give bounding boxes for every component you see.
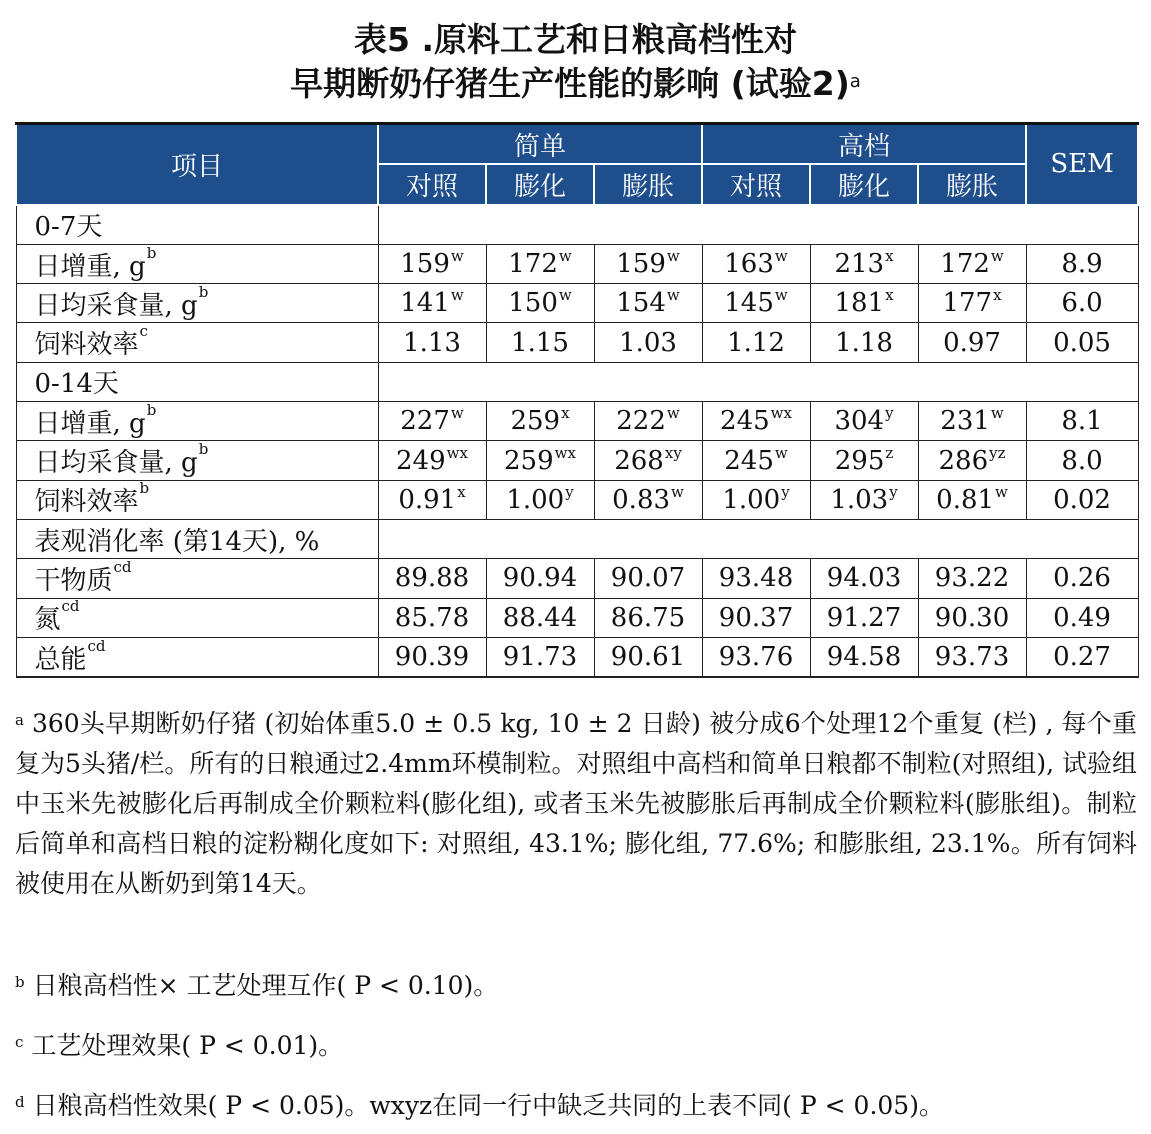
cell-value: 0.97 [943, 327, 1001, 358]
value-cell [810, 323, 918, 362]
cell-superscript: x [993, 286, 1002, 305]
cell-value: 88.44 [502, 602, 578, 633]
row-label-footnote: b [139, 480, 150, 498]
table-header [16, 124, 1138, 205]
cell-superscript: y [885, 404, 894, 423]
cell-superscript: y [565, 482, 574, 501]
table-row [16, 480, 1138, 519]
cell-value: 172 [508, 249, 558, 280]
footnote-b-mark: b [15, 973, 25, 991]
table-row [16, 637, 1138, 677]
header-sub-extruded: 膨化 [810, 164, 918, 204]
value-cell [486, 559, 594, 598]
cell-value: 90.39 [394, 642, 470, 672]
cell-superscript: w [666, 247, 680, 266]
value-cell [702, 441, 810, 480]
cell-value: 163 [724, 249, 774, 280]
cell-superscript: w [995, 482, 1008, 501]
row-label-text: 日增重, g [34, 408, 146, 439]
row-label [16, 480, 378, 519]
table-row [16, 598, 1138, 637]
footnote-d [15, 1086, 944, 1126]
value-cell [702, 323, 810, 362]
header-item: 项目 [16, 124, 378, 205]
value-cell [486, 244, 594, 283]
cell-value: 249 [396, 445, 446, 476]
table-row [16, 402, 1138, 441]
value-cell [918, 402, 1026, 441]
cell-superscript: w [558, 286, 572, 305]
row-label-text: 干物质 [34, 565, 113, 596]
value-cell [594, 559, 702, 598]
cell-superscript: y [781, 482, 790, 501]
cell-value: 86.75 [610, 602, 686, 633]
sem-cell: 0.49 [1026, 598, 1138, 637]
cell-value: 0.83 [612, 484, 671, 515]
cell-value: 94.58 [826, 642, 902, 672]
section-row [16, 362, 1138, 401]
cell-value: 1.13 [403, 327, 461, 358]
cell-value: 90.30 [934, 602, 1010, 633]
value-cell [918, 323, 1026, 362]
row-label [16, 244, 378, 283]
cell-value: 91.27 [826, 602, 902, 633]
sem-cell: 6.0 [1026, 284, 1138, 323]
cell-value: 1.03 [619, 327, 677, 358]
sem-cell: 8.0 [1026, 441, 1138, 480]
cell-value: 90.94 [502, 563, 578, 594]
value-cell [594, 480, 702, 519]
row-label-text: 氮 [34, 605, 61, 636]
cell-value: 1.18 [835, 327, 893, 358]
footnote-c [15, 1026, 343, 1066]
footnote-a [15, 704, 1137, 904]
footnote-b [15, 966, 498, 1006]
value-cell [810, 284, 918, 323]
value-cell [810, 244, 918, 283]
cell-value: 150 [508, 288, 558, 319]
cell-value: 91.73 [502, 642, 578, 672]
cell-value: 154 [616, 288, 666, 319]
value-cell [918, 284, 1026, 323]
header-sem: SEM [1026, 124, 1138, 205]
value-cell [486, 598, 594, 637]
value-cell [486, 637, 594, 677]
cell-value: 94.03 [826, 563, 902, 594]
sem-cell: 0.27 [1026, 637, 1138, 677]
value-cell [702, 244, 810, 283]
value-cell [594, 244, 702, 283]
cell-value: 90.07 [610, 563, 686, 594]
footnote-d-mark: d [15, 1093, 25, 1111]
header-sub-expanded: 膨胀 [594, 164, 702, 204]
row-label-footnote: cd [87, 637, 106, 655]
value-cell [594, 637, 702, 677]
row-label [16, 402, 378, 441]
title-line2-text: 早期断奶仔猪生产性能的影响 (试验2) [290, 64, 850, 103]
cell-value: 245 [724, 445, 774, 476]
cell-superscript: wx [770, 404, 792, 423]
row-label-text: 饲料效率 [34, 330, 139, 361]
value-cell [810, 402, 918, 441]
cell-value: 90.37 [718, 602, 794, 633]
value-cell [918, 480, 1026, 519]
cell-value: 295 [834, 445, 885, 476]
row-label [16, 441, 378, 480]
value-cell [918, 598, 1026, 637]
sem-cell: 0.02 [1026, 480, 1138, 519]
table-row [16, 244, 1138, 283]
value-cell [378, 323, 486, 362]
cell-superscript: x [561, 404, 570, 423]
value-cell [918, 559, 1026, 598]
row-label-text: 日均采食量, g [34, 448, 198, 479]
cell-superscript: x [885, 286, 894, 305]
value-cell [378, 598, 486, 637]
value-cell [810, 480, 918, 519]
cell-superscript: x [457, 482, 466, 501]
row-label [16, 323, 378, 362]
cell-superscript: w [990, 247, 1004, 266]
sem-cell: 8.9 [1026, 244, 1138, 283]
cell-value: 213 [834, 249, 885, 280]
row-label-text: 日增重, g [34, 251, 146, 282]
value-cell [918, 637, 1026, 677]
value-cell [486, 402, 594, 441]
cell-value: 89.88 [394, 563, 470, 594]
sem-cell: 0.05 [1026, 323, 1138, 362]
row-label-footnote: b [198, 440, 209, 459]
row-label-footnote: b [146, 244, 157, 262]
header-sub-control: 对照 [378, 164, 486, 204]
cell-superscript: yz [989, 443, 1006, 462]
footnotes [15, 704, 1137, 1120]
section-label: 表观消化率 (第14天), % [16, 519, 378, 558]
value-cell [810, 637, 918, 677]
value-cell [918, 244, 1026, 283]
value-cell [594, 402, 702, 441]
value-cell [594, 441, 702, 480]
value-cell [810, 598, 918, 637]
value-cell [378, 480, 486, 519]
cell-value: 85.78 [394, 602, 470, 633]
cell-value: 159 [616, 249, 666, 280]
sem-cell: 8.1 [1026, 402, 1138, 441]
footnote-d-text: 日粮高档性效果( P < 0.05)。wxyz在同一行中缺乏共同的上表不同( P < 0.05)。 [32, 1091, 944, 1120]
cell-superscript: w [450, 247, 464, 266]
value-cell [702, 480, 810, 519]
cell-superscript: w [450, 286, 464, 305]
cell-superscript: w [990, 404, 1004, 423]
table-row [16, 284, 1138, 323]
cell-value: 93.76 [718, 642, 794, 672]
table-body [16, 205, 1138, 678]
value-cell [486, 323, 594, 362]
value-cell [594, 323, 702, 362]
table-row [16, 559, 1138, 598]
section-spacer [378, 205, 1138, 245]
cell-value: 1.12 [727, 327, 785, 358]
section-spacer [378, 519, 1138, 558]
row-label-text: 日均采食量, g [34, 290, 198, 321]
value-cell [918, 441, 1026, 480]
cell-superscript: w [666, 286, 680, 305]
cell-value: 0.81 [936, 484, 995, 515]
header-sub-extruded: 膨化 [486, 164, 594, 204]
row-label-footnote: b [198, 283, 209, 301]
row-label [16, 598, 378, 637]
cell-value: 0.91 [398, 484, 457, 515]
cell-value: 268 [614, 445, 664, 476]
cell-superscript: x [885, 247, 894, 266]
section-label: 0-14天 [16, 362, 378, 401]
cell-superscript: w [450, 404, 464, 423]
results-table [15, 122, 1139, 678]
cell-value: 1.00 [506, 484, 565, 515]
value-cell [702, 637, 810, 677]
cell-value: 159 [400, 249, 450, 280]
section-spacer [378, 362, 1138, 401]
value-cell [378, 441, 486, 480]
row-label [16, 284, 378, 323]
header-group-high: 高档 [702, 124, 1026, 165]
footnote-a-text: 360头早期断奶仔猪 (初始体重5.0 ± 0.5 kg, 10 ± 2 日龄) 被分成6个处理12个重复 (栏) , 每个重复为5头猪/栏。所有的日粮通过2.4mm环模制粒。对照组中高档和简单日粮都不制粒(对照组), 试验组中玉米先被膨化后再制成全价颗粒料(膨化组), 或者玉米先被膨胀后再制成全价颗粒料(膨胀组)。制粒后简单和高档日粮的淀粉糊化度如下: 对照组, 43.1%; 膨化组, 77.6%; 和膨胀组, 23.1%。所有饲料被使用在从断奶到第14天。 [15, 709, 1137, 898]
table-title-line2 [0, 64, 1151, 104]
cell-value: 227 [400, 406, 450, 437]
cell-superscript: w [774, 247, 788, 266]
row-label-footnote: c [139, 322, 148, 341]
cell-superscript: wx [446, 443, 468, 462]
row-label-footnote: cd [61, 598, 80, 616]
cell-value: 93.73 [934, 642, 1010, 672]
value-cell [378, 559, 486, 598]
section-row [16, 205, 1138, 245]
row-label-text: 饲料效率 [34, 487, 139, 518]
cell-value: 286 [938, 445, 989, 476]
value-cell [594, 598, 702, 637]
table-title-line1: 表5 .原料工艺和日粮高档性对 [354, 20, 797, 59]
cell-value: 181 [834, 288, 885, 319]
row-label-footnote: b [146, 401, 157, 419]
row-label-footnote: cd [113, 558, 132, 576]
value-cell [378, 402, 486, 441]
table-row [16, 441, 1138, 480]
value-cell [810, 559, 918, 598]
cell-value: 1.15 [511, 327, 569, 358]
value-cell [486, 441, 594, 480]
cell-superscript: z [885, 443, 894, 462]
cell-superscript: w [666, 404, 680, 423]
title-footnote-mark: a [849, 71, 861, 92]
value-cell [486, 284, 594, 323]
cell-superscript: w [558, 247, 572, 266]
cell-value: 93.48 [718, 563, 794, 594]
sem-cell: 0.26 [1026, 559, 1138, 598]
table-row [16, 323, 1138, 362]
cell-superscript: w [774, 286, 788, 305]
footnote-c-mark: c [15, 1033, 24, 1051]
cell-superscript: w [774, 443, 788, 462]
cell-value: 141 [400, 288, 450, 319]
cell-value: 177 [942, 288, 993, 319]
value-cell [810, 441, 918, 480]
row-label-text: 总能 [34, 644, 87, 675]
cell-value: 259 [510, 406, 561, 437]
value-cell [702, 284, 810, 323]
cell-value: 172 [940, 249, 990, 280]
header-sub-control: 对照 [702, 164, 810, 204]
value-cell [702, 402, 810, 441]
value-cell [702, 598, 810, 637]
footnote-a-mark: a [15, 711, 24, 729]
cell-value: 259 [504, 445, 554, 476]
value-cell [378, 284, 486, 323]
cell-value: 222 [616, 406, 666, 437]
value-cell [378, 637, 486, 677]
value-cell [378, 244, 486, 283]
cell-superscript: w [671, 482, 684, 501]
cell-value: 1.03 [830, 484, 889, 515]
cell-superscript: xy [664, 443, 682, 462]
cell-value: 145 [724, 288, 774, 319]
header-sub-expanded: 膨胀 [918, 164, 1026, 204]
footnote-c-text: 工艺处理效果( P < 0.01)。 [31, 1031, 344, 1060]
section-label: 0-7天 [16, 205, 378, 245]
value-cell [486, 480, 594, 519]
section-row [16, 519, 1138, 558]
cell-superscript: y [889, 482, 898, 501]
cell-value: 304 [834, 406, 885, 437]
cell-superscript: wx [554, 443, 576, 462]
value-cell [594, 284, 702, 323]
cell-value: 93.22 [934, 563, 1010, 594]
cell-value: 231 [940, 406, 990, 437]
header-group-simple: 简单 [378, 124, 702, 165]
row-label [16, 559, 378, 598]
cell-value: 90.61 [610, 642, 686, 672]
cell-value: 245 [720, 406, 770, 437]
row-label [16, 637, 378, 677]
footnote-b-text: 日粮高档性× 工艺处理互作( P < 0.10)。 [32, 971, 499, 1000]
value-cell [702, 559, 810, 598]
cell-value: 1.00 [722, 484, 781, 515]
